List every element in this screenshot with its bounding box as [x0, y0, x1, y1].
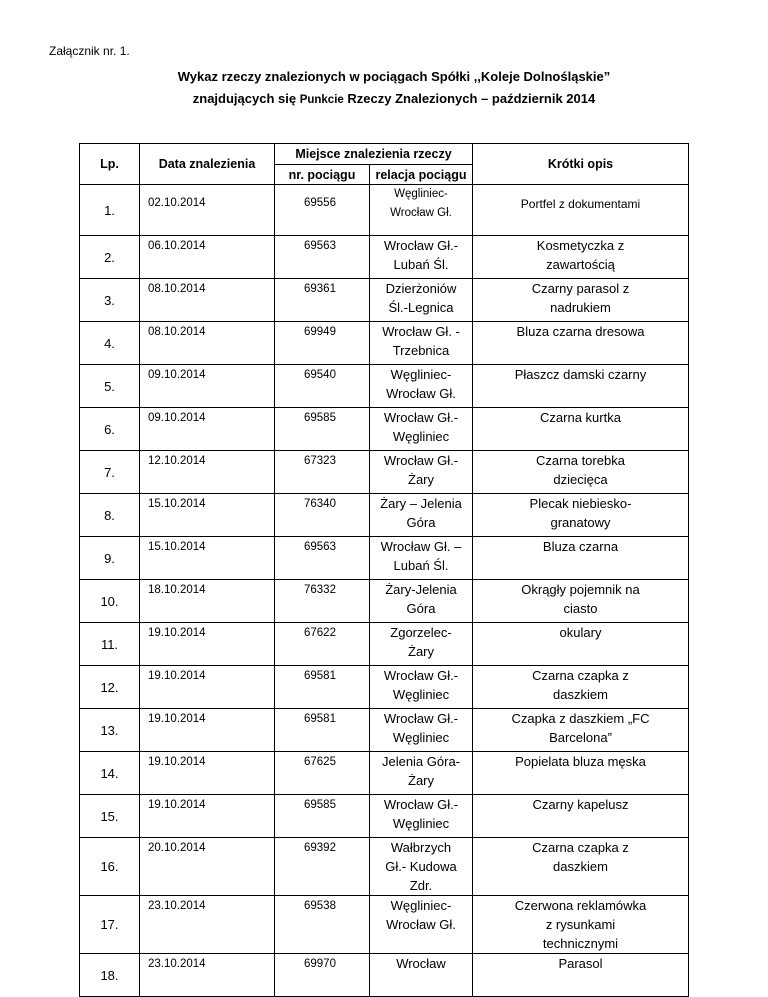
row-train-relation: [370, 954, 473, 997]
row-train-number: 69563: [275, 236, 370, 279]
row-train-number: 76332: [275, 580, 370, 623]
table-row: [80, 752, 689, 795]
relation-line: Węgliniec: [392, 429, 450, 444]
row-number: 16.: [80, 838, 140, 896]
row-train-relation: [370, 752, 473, 795]
relation-line: Węgliniec: [392, 730, 450, 745]
table-row: [80, 365, 689, 408]
relation-line: Wrocław Gł.: [386, 917, 456, 932]
table-row: [80, 185, 689, 236]
description-line: z rysunkami: [545, 917, 616, 932]
description-line: dziecięca: [553, 472, 608, 487]
row-train-relation: [370, 623, 473, 666]
description-line: Czarna kurtka: [540, 410, 621, 425]
row-number: 9.: [80, 537, 140, 580]
description-line: Czarny parasol z: [531, 281, 630, 296]
relation-line: Wrocław Gł.-: [383, 797, 459, 812]
description-line: Okrągły pojemnik na: [521, 582, 640, 597]
document-title: Wykaz rzeczy znalezionych w pociągach Spółki ,,Koleje Dolnośląskie”: [177, 69, 611, 84]
row-train-number: 69581: [275, 709, 370, 752]
row-description: [473, 795, 689, 838]
row-number: 13.: [80, 709, 140, 752]
relation-line: Żary: [408, 472, 434, 487]
table-row: [80, 666, 689, 709]
relation-line: Węgliniec-: [394, 188, 448, 200]
table-row: [80, 537, 689, 580]
row-number: 18.: [80, 954, 140, 997]
relation-line: Żary – Jelenia: [380, 496, 462, 511]
header-lp: Lp.: [80, 144, 140, 185]
row-date: 18.10.2014: [140, 580, 275, 623]
relation-line: Wrocław Gł.-: [383, 410, 459, 425]
description-line: nadrukiem: [550, 300, 611, 315]
row-train-relation: [370, 709, 473, 752]
description-line: Parasol: [558, 956, 603, 971]
table-row: [80, 279, 689, 322]
relation-line: Śl.-Legnica: [388, 300, 454, 315]
table-row: [80, 709, 689, 752]
row-train-number: 69556: [275, 185, 370, 236]
row-train-number: 69581: [275, 666, 370, 709]
row-number: 7.: [80, 451, 140, 494]
row-description: [473, 580, 689, 623]
row-train-number: 67622: [275, 623, 370, 666]
row-train-relation: [370, 236, 473, 279]
relation-line: Wrocław Gł.-: [383, 238, 459, 253]
row-train-number: 67323: [275, 451, 370, 494]
description-line: Barcelona”: [549, 730, 612, 745]
row-train-number: 69970: [275, 954, 370, 997]
row-date: 08.10.2014: [140, 279, 275, 322]
row-description: [473, 537, 689, 580]
header-date: Data znalezienia: [140, 144, 275, 185]
description-line: granatowy: [550, 515, 611, 530]
table-row: [80, 896, 689, 954]
description-line: Płaszcz damski czarny: [514, 367, 647, 382]
row-date: 15.10.2014: [140, 537, 275, 580]
row-date: 19.10.2014: [140, 795, 275, 838]
row-description: [473, 666, 689, 709]
header-train-relation: relacja pociągu: [370, 165, 473, 185]
description-line: Bluza czarna dresowa: [516, 324, 645, 339]
row-description: [473, 185, 689, 236]
row-train-relation: [370, 537, 473, 580]
table-row: [80, 494, 689, 537]
row-train-relation: [370, 666, 473, 709]
relation-line: Lubań Śl.: [393, 257, 449, 272]
table-row: [80, 954, 689, 997]
row-train-relation: [370, 185, 473, 236]
row-description: [473, 451, 689, 494]
description-line: Bluza czarna: [542, 539, 619, 554]
row-description: [473, 752, 689, 795]
row-description: [473, 623, 689, 666]
row-date: 23.10.2014: [140, 896, 275, 954]
row-description: [473, 838, 689, 896]
description-line: Popielata bluza męska: [515, 754, 646, 769]
table-row: [80, 322, 689, 365]
description-line: Czarna czapka z: [532, 668, 629, 683]
relation-line: Dzierżoniów: [385, 281, 457, 296]
row-date: 19.10.2014: [140, 709, 275, 752]
relation-line: Żary: [408, 644, 434, 659]
description-line: Czerwona reklamówka: [514, 898, 647, 913]
table-row: [80, 795, 689, 838]
relation-line: Żary: [408, 773, 434, 788]
description-line: Czapka z daszkiem „FC: [511, 711, 650, 726]
row-date: 09.10.2014: [140, 408, 275, 451]
row-train-number: 69392: [275, 838, 370, 896]
row-train-number: 69563: [275, 537, 370, 580]
table-row: [80, 451, 689, 494]
row-date: 19.10.2014: [140, 752, 275, 795]
row-number: 15.: [80, 795, 140, 838]
row-date: 15.10.2014: [140, 494, 275, 537]
header-description: Krótki opis: [473, 144, 689, 185]
relation-line: Wrocław Gł.-: [383, 711, 459, 726]
row-number: 2.: [80, 236, 140, 279]
row-train-number: 69585: [275, 795, 370, 838]
row-train-relation: [370, 896, 473, 954]
row-train-number: 76340: [275, 494, 370, 537]
relation-line: Wrocław Gł.-: [383, 668, 459, 683]
description-line: Czarna torebka: [536, 453, 625, 468]
row-description: [473, 322, 689, 365]
row-train-number: 69540: [275, 365, 370, 408]
relation-line: Góra: [406, 601, 436, 616]
subtitle-part-c: Rzeczy Znalezionych – październik 2014: [343, 91, 596, 106]
row-number: 12.: [80, 666, 140, 709]
attachment-label: Załącznik nr. 1.: [49, 44, 130, 58]
row-train-number: 69585: [275, 408, 370, 451]
relation-line: Wrocław Gł.: [390, 207, 452, 219]
row-train-relation: [370, 322, 473, 365]
table-row: [80, 623, 689, 666]
header-train-number: nr. pociągu: [275, 165, 370, 185]
relation-line: Zdr.: [409, 878, 433, 893]
relation-line: Węgliniec-: [390, 367, 452, 382]
row-description: [473, 408, 689, 451]
row-train-relation: [370, 580, 473, 623]
relation-line: Wrocław Gł. -: [382, 324, 460, 339]
relation-line: Gł.- Kudowa: [385, 859, 457, 874]
description-line: zawartością: [546, 257, 615, 272]
table-row: [80, 838, 689, 896]
row-date: 23.10.2014: [140, 954, 275, 997]
description-line: ciasto: [563, 601, 598, 616]
found-items-table: [79, 143, 689, 997]
table-row: [80, 408, 689, 451]
row-train-relation: [370, 451, 473, 494]
relation-line: Wrocław Gł.: [386, 386, 456, 401]
relation-line: Węgliniec-: [390, 898, 452, 913]
row-train-number: 69538: [275, 896, 370, 954]
row-train-relation: [370, 279, 473, 322]
row-description: [473, 494, 689, 537]
subtitle-part-b: Punkcie: [299, 94, 344, 106]
relation-line: Zgorzelec-: [390, 625, 452, 640]
relation-line: Góra: [406, 515, 436, 530]
row-train-number: 69361: [275, 279, 370, 322]
row-train-relation: [370, 365, 473, 408]
row-description: [473, 279, 689, 322]
relation-line: Węgliniec: [392, 687, 450, 702]
document-subtitle: [10, 91, 768, 106]
description-line: daszkiem: [553, 859, 608, 874]
description-line: Czarny kapelusz: [532, 797, 629, 812]
row-description: [473, 709, 689, 752]
table-row: [80, 580, 689, 623]
row-date: 12.10.2014: [140, 451, 275, 494]
row-description: [473, 236, 689, 279]
row-description: [473, 365, 689, 408]
row-date: 19.10.2014: [140, 623, 275, 666]
relation-line: Jelenia Góra-: [381, 754, 461, 769]
row-number: 5.: [80, 365, 140, 408]
row-number: 3.: [80, 279, 140, 322]
description-line: Kosmetyczka z: [536, 238, 625, 253]
row-date: 08.10.2014: [140, 322, 275, 365]
description-line: technicznymi: [542, 936, 619, 951]
row-number: 1.: [80, 185, 140, 236]
relation-line: Lubań Śl.: [393, 558, 449, 573]
row-train-relation: [370, 494, 473, 537]
relation-line: Wrocław Gł. –: [380, 539, 462, 554]
table-row: [80, 236, 689, 279]
row-date: 06.10.2014: [140, 236, 275, 279]
subtitle-part-a: znajdujących się: [192, 91, 300, 106]
row-number: 14.: [80, 752, 140, 795]
relation-line: Wałbrzych: [390, 840, 452, 855]
row-train-number: 67625: [275, 752, 370, 795]
row-date: 19.10.2014: [140, 666, 275, 709]
description-line: Portfel z dokumentami: [520, 197, 641, 211]
description-line: daszkiem: [553, 687, 608, 702]
row-description: [473, 954, 689, 997]
row-number: 8.: [80, 494, 140, 537]
header-place: Miejsce znalezienia rzeczy: [275, 144, 473, 165]
table-header-row: [80, 144, 689, 165]
description-line: Czarna czapka z: [532, 840, 629, 855]
row-date: 09.10.2014: [140, 365, 275, 408]
row-number: 17.: [80, 896, 140, 954]
row-description: [473, 896, 689, 954]
relation-line: Trzebnica: [392, 343, 450, 358]
row-date: 20.10.2014: [140, 838, 275, 896]
description-line: okulary: [559, 625, 602, 640]
relation-line: Węgliniec: [392, 816, 450, 831]
relation-line: Żary-Jelenia: [385, 582, 457, 597]
row-number: 4.: [80, 322, 140, 365]
relation-line: Wrocław Gł.-: [383, 453, 459, 468]
relation-line: Wrocław: [396, 956, 446, 971]
row-number: 6.: [80, 408, 140, 451]
row-number: 11.: [80, 623, 140, 666]
row-date: 02.10.2014: [140, 185, 275, 236]
row-train-relation: [370, 795, 473, 838]
row-train-relation: [370, 838, 473, 896]
row-number: 10.: [80, 580, 140, 623]
description-line: Plecak niebiesko-: [529, 496, 632, 511]
row-train-relation: [370, 408, 473, 451]
row-train-number: 69949: [275, 322, 370, 365]
